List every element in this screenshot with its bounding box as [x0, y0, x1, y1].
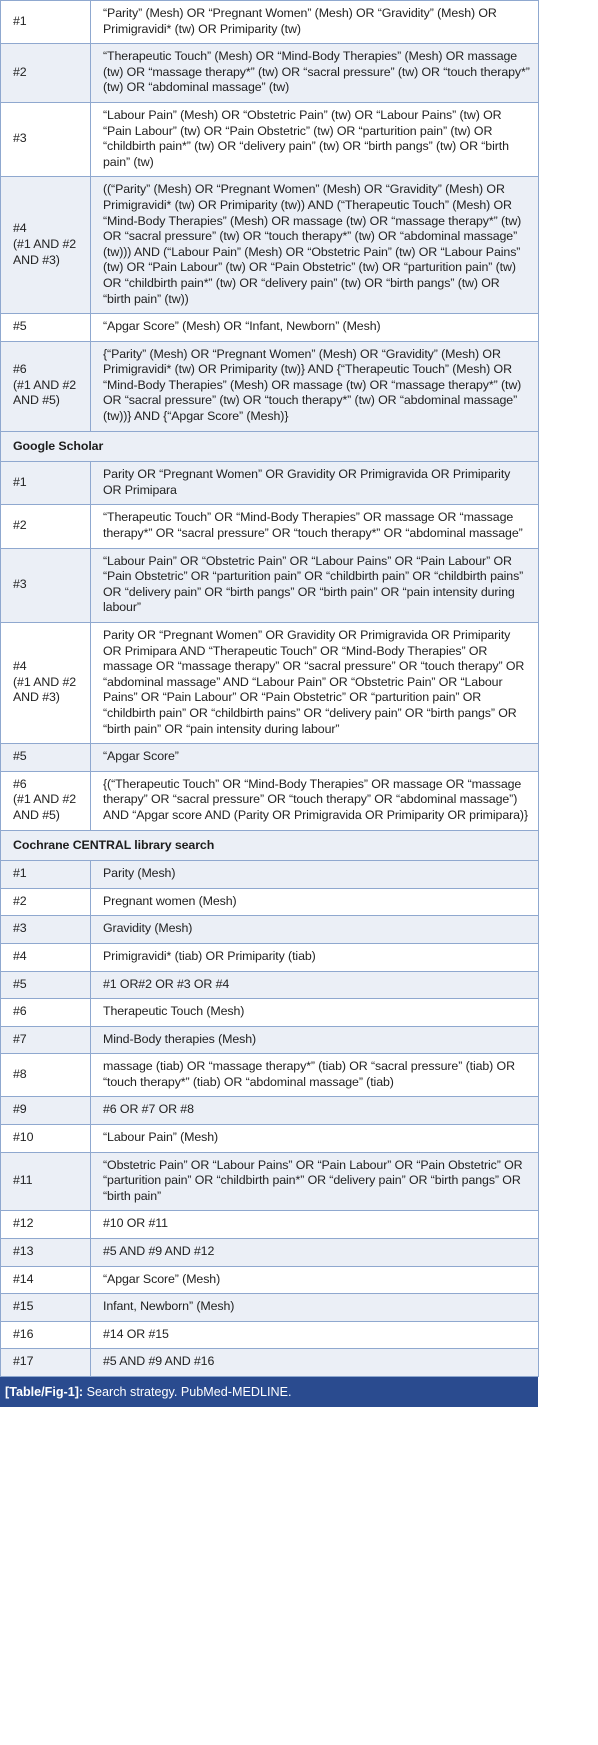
search-number: #3: [1, 548, 91, 622]
search-query: #10 OR #11: [91, 1211, 539, 1239]
search-query: Gravidity (Mesh): [91, 916, 539, 944]
search-query: #5 AND #9 AND #16: [91, 1349, 539, 1377]
search-number: #7: [1, 1026, 91, 1054]
search-number: #4 (#1 AND #2 AND #3): [1, 177, 91, 314]
table-row: [1, 505, 539, 548]
search-number: #11: [1, 1152, 91, 1211]
search-number: #12: [1, 1211, 91, 1239]
search-query: “Labour Pain” (Mesh) OR “Obstetric Pain” (tw) OR “Labour Pains” (tw) OR “Pain Labour” (tw) OR “Pain Obstetric” (tw) OR “parturition pain” (tw) OR “childbirth pain*” (tw) OR “delivery pain” (tw) OR “birth pangs” (tw) OR “birth pain” (tw): [91, 102, 539, 176]
search-number: #8: [1, 1054, 91, 1097]
search-query: Pregnant women (Mesh): [91, 888, 539, 916]
section-heading-row: [1, 431, 539, 462]
search-query: Parity (Mesh): [91, 861, 539, 889]
table-row: [1, 1294, 539, 1322]
search-query: ((“Parity” (Mesh) OR “Pregnant Women” (Mesh) OR “Gravidity” (Mesh) OR Primigravidi* (tw) OR Primiparity (tw)) AND (“Therapeutic Touch” (Mesh) OR “Mind-Body Therapies” (Mesh) OR massage (tw) OR “massage therapy*” (tw) OR “sacral pressure” (tw) OR “touch therapy*” (tw) OR “abdominal massage” (tw))) AND (“Labour Pain” (Mesh) OR “Obstetric Pain” (tw) OR “Labour Pains” (tw) OR “Pain Labour” (tw) OR “Pain Obstetric” (tw) OR “parturition pain” (tw) OR “childbirth pain*” (tw) OR “delivery pain” (tw) OR “birth pangs” (tw) OR “birth pain” (tw)): [91, 177, 539, 314]
table-row: [1, 971, 539, 999]
table-row: [1, 916, 539, 944]
search-query: Parity OR “Pregnant Women” OR Gravidity OR Primigravida OR Primiparity OR Primipara AND “Therapeutic Touch” OR “Mind-Body Therapies” OR massage OR “massage therapy” OR “sacral pressure” OR “touch therapy” OR “abdominal massage” AND “Labour Pain” OR “Obstetric Pain” OR “Labour Pains” OR “Pain Labour” OR “Pain Obstetric” OR “parturition pain” OR “childbirth pain” OR “childbirth pains” OR “delivery pain” OR “birth pangs” OR “birth pain” OR “pain intensity during labour”: [91, 623, 539, 744]
table-row: [1, 1211, 539, 1239]
search-query: #14 OR #15: [91, 1321, 539, 1349]
search-number: #17: [1, 1349, 91, 1377]
search-number: #6 (#1 AND #2 AND #5): [1, 341, 91, 431]
table-row: [1, 1054, 539, 1097]
search-number: #1: [1, 462, 91, 505]
search-number: #5: [1, 314, 91, 342]
caption-label: [Table/Fig-1]:: [5, 1385, 84, 1399]
search-number: #1: [1, 1, 91, 44]
table-row: [1, 1321, 539, 1349]
figure-caption: [0, 1377, 538, 1407]
table-row: [1, 1266, 539, 1294]
table-row: [1, 943, 539, 971]
table-row: [1, 548, 539, 622]
section-heading-row: [1, 830, 539, 861]
search-number: #4 (#1 AND #2 AND #3): [1, 623, 91, 744]
table-row: [1, 623, 539, 744]
search-query: “Apgar Score” (Mesh): [91, 1266, 539, 1294]
table-row: [1, 861, 539, 889]
table-row: [1, 888, 539, 916]
section-heading: Google Scholar: [1, 431, 539, 462]
search-query: “Labour Pain” OR “Obstetric Pain” OR “Labour Pains” OR “Pain Labour” OR “Pain Obstetric” OR “parturition pain” OR “childbirth pain” OR “childbirth pains” OR “delivery pain” OR “birth pangs” OR “birth pain” OR “pain intensity during labour”: [91, 548, 539, 622]
search-number: #13: [1, 1239, 91, 1267]
search-number: #14: [1, 1266, 91, 1294]
search-query: “Therapeutic Touch” (Mesh) OR “Mind-Body Therapies” (Mesh) OR massage (tw) OR “massage therapy*” (tw) OR “sacral pressure” (tw) OR “touch therapy*” (tw) OR “abdominal massage” (tw): [91, 44, 539, 103]
table-row: [1, 462, 539, 505]
table-row: [1, 999, 539, 1027]
search-number: #2: [1, 44, 91, 103]
search-number: #10: [1, 1125, 91, 1153]
search-query: massage (tiab) OR “massage therapy*” (tiab) OR “sacral pressure” (tiab) OR “touch therapy*” (tiab) OR “abdominal massage” (tiab): [91, 1054, 539, 1097]
search-query: Therapeutic Touch (Mesh): [91, 999, 539, 1027]
search-query: Primigravidi* (tiab) OR Primiparity (tiab): [91, 943, 539, 971]
table-row: [1, 102, 539, 176]
table-row: [1, 1026, 539, 1054]
table-row: [1, 1349, 539, 1377]
table-row: [1, 1, 539, 44]
section-heading: Cochrane CENTRAL library search: [1, 830, 539, 861]
search-number: #5: [1, 971, 91, 999]
table-row: [1, 44, 539, 103]
table-row: [1, 177, 539, 314]
search-number: #16: [1, 1321, 91, 1349]
search-number: #6 (#1 AND #2 AND #5): [1, 771, 91, 830]
search-query: Infant, Newborn” (Mesh): [91, 1294, 539, 1322]
table-row: [1, 744, 539, 772]
search-query: Parity OR “Pregnant Women” OR Gravidity OR Primigravida OR Primiparity OR Primipara: [91, 462, 539, 505]
search-query: “Therapeutic Touch” OR “Mind-Body Therapies” OR massage OR “massage therapy*” OR “sacral pressure” OR “touch therapy*” OR “abdominal massage”: [91, 505, 539, 548]
table-row: [1, 1152, 539, 1211]
table-body: [1, 1, 539, 1377]
search-number: #15: [1, 1294, 91, 1322]
search-query: “Obstetric Pain” OR “Labour Pains” OR “Pain Labour” OR “Pain Obstetric” OR “parturition pain” OR “childbirth pain*” OR “delivery pain” OR “birth pangs” OR “birth pain”: [91, 1152, 539, 1211]
search-query: “Apgar Score” (Mesh) OR “Infant, Newborn” (Mesh): [91, 314, 539, 342]
search-number: #5: [1, 744, 91, 772]
search-number: #3: [1, 916, 91, 944]
search-query: #6 OR #7 OR #8: [91, 1097, 539, 1125]
search-query: #1 OR#2 OR #3 OR #4: [91, 971, 539, 999]
table-row: [1, 1125, 539, 1153]
table-row: [1, 1239, 539, 1267]
search-number: #2: [1, 505, 91, 548]
search-query: #5 AND #9 AND #12: [91, 1239, 539, 1267]
table-row: [1, 1097, 539, 1125]
search-query: “Apgar Score”: [91, 744, 539, 772]
table-row: [1, 314, 539, 342]
search-query: “Labour Pain” (Mesh): [91, 1125, 539, 1153]
search-query: “Parity” (Mesh) OR “Pregnant Women” (Mesh) OR “Gravidity” (Mesh) OR Primigravidi* (tw) OR Primiparity (tw): [91, 1, 539, 44]
search-number: #3: [1, 102, 91, 176]
search-number: #9: [1, 1097, 91, 1125]
caption-text: Search strategy. PubMed-MEDLINE.: [83, 1385, 292, 1399]
search-number: #6: [1, 999, 91, 1027]
search-number: #1: [1, 861, 91, 889]
search-number: #4: [1, 943, 91, 971]
search-number: #2: [1, 888, 91, 916]
table-row: [1, 771, 539, 830]
table-row: [1, 341, 539, 431]
search-query: {“Parity” (Mesh) OR “Pregnant Women” (Mesh) OR “Gravidity” (Mesh) OR Primigravidi* (tw) OR Primiparity (tw)} AND {“Therapeutic Touch” (Mesh) OR “Mind-Body Therapies” (Mesh) OR massage (tw) OR “massage therapy*” (tw) OR “sacral pressure” (tw) OR “touch therapy*” (tw) OR “abdominal massage” (tw))} AND {“Apgar Score” (Mesh)}: [91, 341, 539, 431]
search-query: Mind-Body therapies (Mesh): [91, 1026, 539, 1054]
search-query: {(“Therapeutic Touch” OR “Mind-Body Therapies” OR massage OR “massage therapy” OR “sacral pressure” OR “touch therapy” OR “abdominal massage”) AND “Apgar score AND (Parity OR Primigravida OR Primiparity OR primipara)}: [91, 771, 539, 830]
